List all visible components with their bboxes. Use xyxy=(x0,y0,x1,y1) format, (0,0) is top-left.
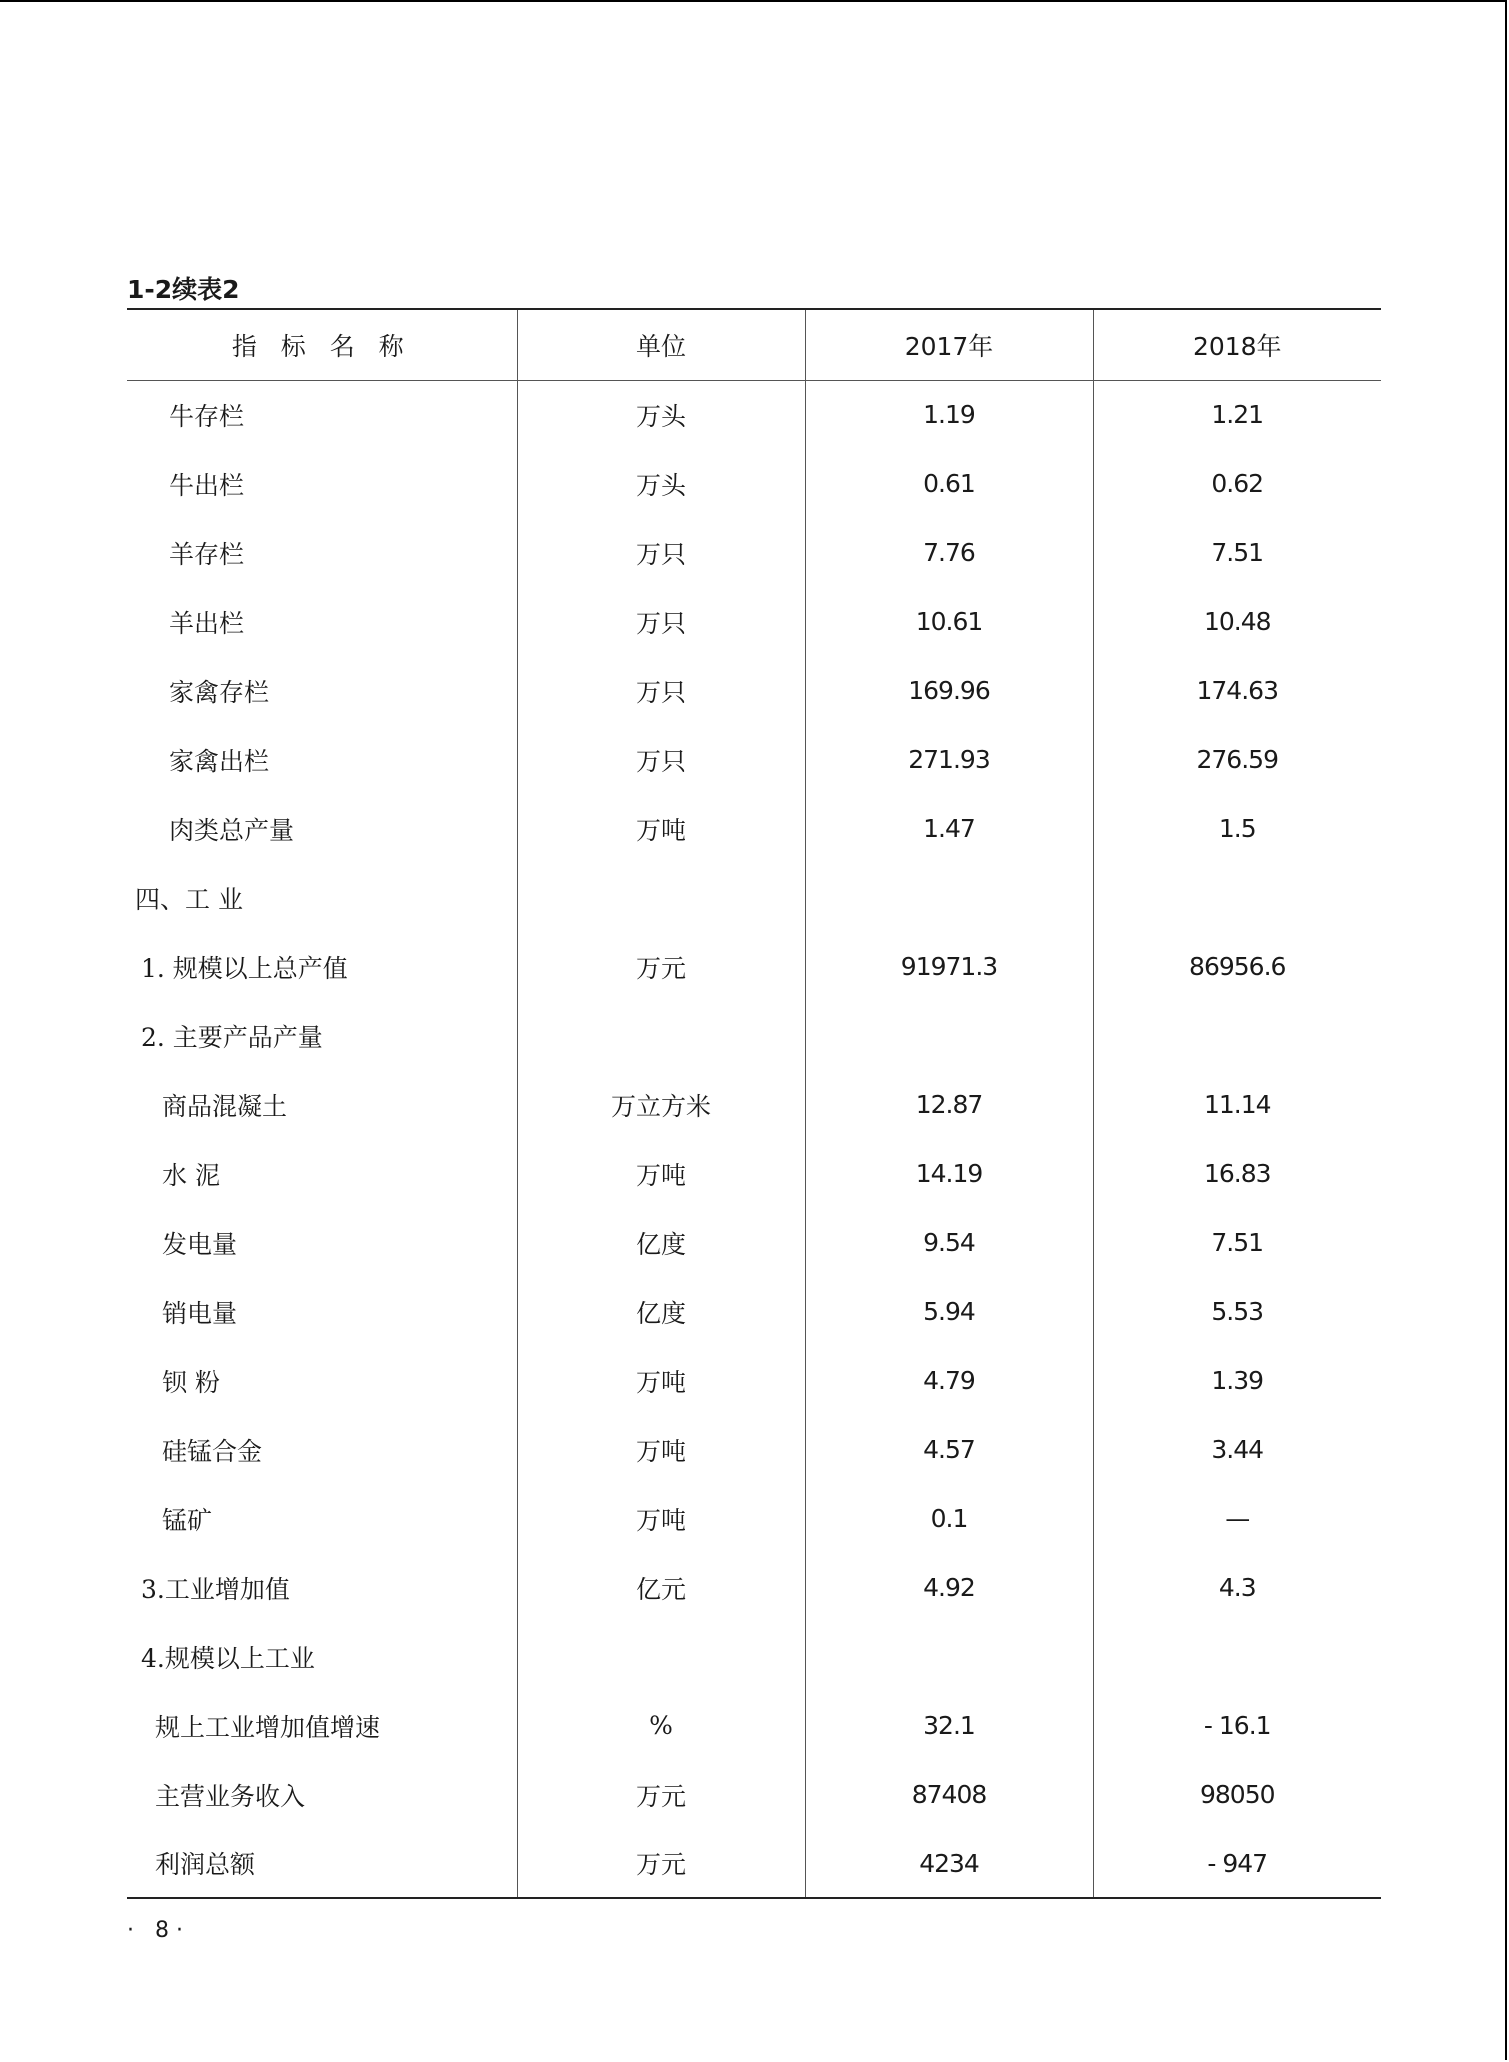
unit-cell: 万吨 xyxy=(517,794,805,863)
value-2018-cell xyxy=(1093,863,1381,932)
unit-cell: 万吨 xyxy=(517,1415,805,1484)
table-title: 1-2续表2 xyxy=(127,275,240,304)
value-2017-cell: 1.19 xyxy=(805,380,1093,449)
value-2018-cell: 86956.6 xyxy=(1093,932,1381,1001)
value-2018-cell: 7.51 xyxy=(1093,518,1381,587)
table-row xyxy=(127,1691,1381,1760)
unit-cell: 万吨 xyxy=(517,1346,805,1415)
indicator-name-cell: 水 泥 xyxy=(162,1160,220,1190)
value-2017-cell: 9.54 xyxy=(805,1208,1093,1277)
value-2017-cell: 87408 xyxy=(805,1760,1093,1829)
unit-cell: 亿度 xyxy=(517,1277,805,1346)
value-2017-cell: 14.19 xyxy=(805,1139,1093,1208)
page-number: · 8 · xyxy=(127,1918,183,1943)
value-2018-cell: — xyxy=(1093,1484,1381,1553)
indicator-name-cell: 羊出栏 xyxy=(169,608,245,638)
value-2017-cell: 4.79 xyxy=(805,1346,1093,1415)
unit-cell: 万头 xyxy=(517,449,805,518)
table-row xyxy=(127,794,1381,863)
unit-cell: 万元 xyxy=(517,1760,805,1829)
value-2018-cell: 276.59 xyxy=(1093,725,1381,794)
value-2017-cell: 10.61 xyxy=(805,587,1093,656)
table-row xyxy=(127,1553,1381,1622)
unit-cell: % xyxy=(517,1691,805,1760)
value-2018-cell: 3.44 xyxy=(1093,1415,1381,1484)
indicator-name-cell: 主营业务收入 xyxy=(155,1781,306,1811)
unit-cell xyxy=(517,1001,805,1070)
indicator-name-cell: 牛存栏 xyxy=(169,401,245,431)
value-2017-cell: 5.94 xyxy=(805,1277,1093,1346)
value-2017-cell xyxy=(805,863,1093,932)
unit-cell: 万只 xyxy=(517,518,805,587)
value-2018-cell: 7.51 xyxy=(1093,1208,1381,1277)
table-row xyxy=(127,1277,1381,1346)
unit-cell: 万元 xyxy=(517,932,805,1001)
indicator-name-cell: 牛出栏 xyxy=(169,470,245,500)
table-row xyxy=(127,656,1381,725)
value-2018-cell xyxy=(1093,1001,1381,1070)
header-indicator-name: 指 标 名 称 xyxy=(127,309,517,380)
table-header-row xyxy=(127,309,1381,380)
indicator-name-cell: 家禽存栏 xyxy=(169,677,270,707)
value-2017-cell: 1.47 xyxy=(805,794,1093,863)
table-body xyxy=(127,380,1381,1898)
indicator-name-cell: 发电量 xyxy=(162,1229,238,1259)
indicator-name-cell: 肉类总产量 xyxy=(169,815,295,845)
table-row xyxy=(127,932,1381,1001)
value-2017-cell: 32.1 xyxy=(805,1691,1093,1760)
indicator-name-cell: 锰矿 xyxy=(162,1505,213,1535)
indicator-name-cell: 4.规模以上工业 xyxy=(141,1643,315,1673)
table-row xyxy=(127,518,1381,587)
value-2018-cell: 1.5 xyxy=(1093,794,1381,863)
indicator-name-cell: 钡 粉 xyxy=(162,1367,220,1397)
indicator-name-cell: 3.工业增加值 xyxy=(141,1574,290,1604)
value-2017-cell: 271.93 xyxy=(805,725,1093,794)
value-2017-cell: 4234 xyxy=(805,1829,1093,1898)
indicator-name-cell: 规上工业增加值增速 xyxy=(155,1712,381,1742)
table-row xyxy=(127,587,1381,656)
value-2017-cell: 4.57 xyxy=(805,1415,1093,1484)
unit-cell: 万只 xyxy=(517,587,805,656)
table-row xyxy=(127,1622,1381,1691)
table-row xyxy=(127,863,1381,932)
value-2018-cell: 0.62 xyxy=(1093,449,1381,518)
indicator-name-cell: 1. 规模以上总产值 xyxy=(141,953,348,983)
value-2017-cell xyxy=(805,1622,1093,1691)
value-2017-cell: 7.76 xyxy=(805,518,1093,587)
value-2017-cell: 4.92 xyxy=(805,1553,1093,1622)
table-row xyxy=(127,380,1381,449)
value-2018-cell: 98050 xyxy=(1093,1760,1381,1829)
value-2017-cell: 0.61 xyxy=(805,449,1093,518)
table-row xyxy=(127,449,1381,518)
table-row xyxy=(127,1829,1381,1898)
value-2017-cell: 91971.3 xyxy=(805,932,1093,1001)
header-2017: 2017年 xyxy=(805,309,1093,380)
value-2018-cell: 4.3 xyxy=(1093,1553,1381,1622)
unit-cell: 亿元 xyxy=(517,1553,805,1622)
table-row xyxy=(127,1346,1381,1415)
table-row xyxy=(127,1070,1381,1139)
value-2018-cell xyxy=(1093,1622,1381,1691)
indicator-name-cell: 利润总额 xyxy=(127,1829,517,1898)
indicator-name-cell: 四、工 业 xyxy=(135,884,243,914)
unit-cell: 万立方米 xyxy=(517,1070,805,1139)
indicator-name-cell: 硅锰合金 xyxy=(162,1436,263,1466)
table-row xyxy=(127,1484,1381,1553)
value-2018-cell: 1.21 xyxy=(1093,380,1381,449)
value-2018-cell: - 947 xyxy=(1093,1829,1381,1898)
value-2018-cell: 10.48 xyxy=(1093,587,1381,656)
unit-cell xyxy=(517,1622,805,1691)
value-2017-cell: 169.96 xyxy=(805,656,1093,725)
table-row xyxy=(127,1139,1381,1208)
value-2017-cell: 12.87 xyxy=(805,1070,1093,1139)
value-2018-cell: 11.14 xyxy=(1093,1070,1381,1139)
statistics-table xyxy=(127,308,1381,1899)
unit-cell: 万元 xyxy=(517,1829,805,1898)
unit-cell: 万头 xyxy=(517,380,805,449)
value-2017-cell: 0.1 xyxy=(805,1484,1093,1553)
unit-cell: 万只 xyxy=(517,725,805,794)
unit-cell: 万吨 xyxy=(517,1484,805,1553)
unit-cell: 亿度 xyxy=(517,1208,805,1277)
indicator-name-cell: 商品混凝土 xyxy=(162,1091,288,1121)
table-row xyxy=(127,1760,1381,1829)
indicator-name-cell: 羊存栏 xyxy=(169,539,245,569)
value-2018-cell: 1.39 xyxy=(1093,1346,1381,1415)
value-2017-cell xyxy=(805,1001,1093,1070)
value-2018-cell: 5.53 xyxy=(1093,1277,1381,1346)
header-unit: 单位 xyxy=(517,309,805,380)
value-2018-cell: 174.63 xyxy=(1093,656,1381,725)
unit-cell: 万吨 xyxy=(517,1139,805,1208)
indicator-name-cell: 销电量 xyxy=(162,1298,238,1328)
table-row xyxy=(127,1208,1381,1277)
indicator-name-cell: 2. 主要产品产量 xyxy=(141,1022,323,1052)
unit-cell: 万只 xyxy=(517,656,805,725)
header-2018: 2018年 xyxy=(1093,309,1381,380)
table-row xyxy=(127,1415,1381,1484)
table-row xyxy=(127,1001,1381,1070)
value-2018-cell: 16.83 xyxy=(1093,1139,1381,1208)
unit-cell xyxy=(517,863,805,932)
value-2018-cell: - 16.1 xyxy=(1093,1691,1381,1760)
indicator-name-cell: 家禽出栏 xyxy=(169,746,270,776)
table-row xyxy=(127,725,1381,794)
